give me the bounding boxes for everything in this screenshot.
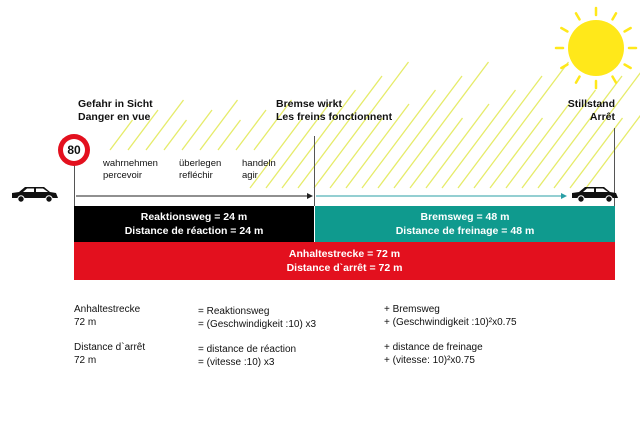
formula-fr-braking-calc: + (vitesse: 10)²x0.75 (384, 355, 475, 366)
phase-brake-fr: Les freins fonctionnent (276, 111, 393, 123)
phase-stop-fr: Arrêt (589, 111, 615, 123)
step-think-fr: refléchir (179, 170, 213, 181)
formula-de-reaction-term: = Reaktionsweg (198, 306, 270, 317)
phase-stop-de: Stillstand (567, 98, 615, 110)
formula-de-reaction (198, 305, 316, 331)
car-stop-icon (572, 187, 618, 202)
formula-fr-braking-term: + distance de freinage (384, 342, 483, 353)
formula-fr-value: 72 m (74, 355, 97, 366)
formula-de-braking-calc: + (Geschwindigkeit :10)²x0.75 (384, 317, 517, 328)
stopping-distance-bar (74, 242, 615, 280)
step-perceive-fr: percevoir (103, 170, 143, 181)
formula-de-reaction-calc: = (Geschwindigkeit :10) x3 (198, 319, 317, 330)
reaction-distance-de: Reaktionsweg = 24 m (140, 211, 248, 223)
formula-de-braking-term: + Bremsweg (384, 304, 440, 315)
formula-fr-reaction-calc: = (vitesse :10) x3 (198, 357, 275, 368)
reaction-distance-bar (74, 206, 314, 242)
formula-fr-braking (384, 341, 483, 367)
formula-fr-reaction (198, 343, 296, 369)
step-perceive-de: wahrnehmen (103, 158, 158, 169)
stopping-distance-fr: Distance d`arrêt = 72 m (286, 262, 403, 274)
speed-limit-value: 80 (63, 139, 85, 161)
step-act-fr: agir (242, 170, 258, 181)
formula-de-braking (384, 303, 517, 329)
step-think-de: überlegen (179, 158, 222, 169)
phase-brake-de: Bremse wirkt (276, 98, 342, 110)
braking-distance-bar (315, 206, 615, 242)
car-start-icon (12, 187, 58, 202)
formula-fr-term: Distance d`arrêt (74, 342, 146, 353)
step-act-de: handeln (242, 158, 276, 169)
formula-de-term: Anhaltestrecke (74, 304, 141, 315)
formula-fr-reaction-term: = distance de réaction (198, 344, 297, 355)
braking-distance-fr: Distance de freinage = 48 m (395, 225, 535, 237)
phase-start-de: Gefahr in Sicht (78, 98, 153, 110)
formula-de-value: 72 m (74, 317, 97, 328)
braking-distance-de: Bremsweg = 48 m (420, 211, 510, 223)
stopping-distance-de: Anhaltestrecke = 72 m (288, 248, 401, 260)
reaction-distance-fr: Distance de réaction = 24 m (124, 225, 264, 237)
formula-fr-label (74, 341, 145, 367)
formula-de-label (74, 303, 140, 329)
phase-start-fr: Danger en vue (78, 111, 151, 123)
